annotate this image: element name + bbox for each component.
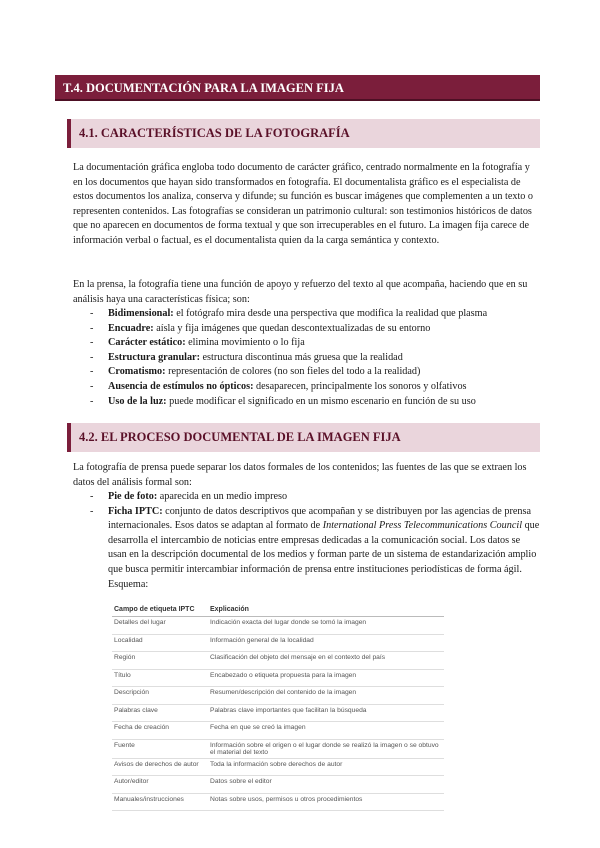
list-item: - Bidimensional: el fotógrafo mira desde una perspectiva que modifica la realidad que plasma	[90, 307, 540, 322]
iptc-table	[112, 604, 444, 811]
table-header: Campo de etiqueta IPTC	[112, 604, 208, 617]
list-item: - Pie de foto: aparecida en un medio impreso	[90, 490, 540, 505]
table-row: Descripción Resumen/descripción del contenido de la imagen	[112, 687, 444, 705]
table-row: Región Clasificación del objeto del mensaje en el contexto del país	[112, 652, 444, 670]
list-item: - Estructura granular: estructura discontinua más gruesa que la realidad	[90, 351, 540, 366]
list-item: - Uso de la luz: puede modificar el significado en un mismo escenario en función de su uso	[90, 395, 540, 410]
table-row: Autor/editor Datos sobre el editor	[112, 776, 444, 794]
list-item: - Ficha IPTC: conjunto de datos descriptivos que acompañan y se distribuyen por las agencias de prensa internacionales. Esos datos se adaptan al formato de International Press Telecommunications Council que desarrolla el intercambio de noticias entre empresas dedicadas a la comunicación social. Los datos se usan en la descripción documental de los medios y forman parte de un sistema de estandarización amplio que busca permitir intercambiar información de prensa entre instituciones periodísticas de forma ágil. Esquema:	[90, 505, 540, 593]
section2-paragraph-1: La fotografía de prensa puede separar los datos formales de los contenidos; las fuentes de las que se extraen los datos del análisis formal son:	[73, 462, 527, 488]
list-item: - Ausencia de estímulos no ópticos: desaparecen, principalmente los sonoros y olfativos	[90, 380, 540, 395]
section-heading-4-2: 4.2. EL PROCESO DOCUMENTAL DE LA IMAGEN FIJA	[67, 423, 540, 452]
list-item: - Encuadre: aísla y fija imágenes que quedan descontextualizadas de su entorno	[90, 322, 540, 337]
list-item: - Carácter estático: elimina movimiento o lo fija	[90, 336, 540, 351]
section1-paragraph-1: La documentación gráfica engloba todo documento de carácter gráfico, centrado normalmente en la fotografía y en los documentos que hayan sido transformados en fotografía. El documentalista gráfico es el especialista de estos documentos los analiza, conserva y difunde; su función es buscar imágenes que complementen a un texto o representen contenidos. Las fotografías se consideran un patrimonio cultural: son testimonios históricos de datos que no aparecen en documentos de forma textual y que son irrecuperables en el futuro. La imagen fija carece de información verbal o factual, es el documentalista quien da la carga semántica y contexto.	[73, 162, 534, 246]
table-row: Fuente Información sobre el origen o el lugar donde se realizó la imagen o se obtuvo el material del texto	[112, 739, 444, 758]
table-row: Manuales/instrucciones Notas sobre usos, permisos u otros procedimientos	[112, 793, 444, 811]
table-row: Avisos de derechos de autor Toda la información sobre derechos de autor	[112, 758, 444, 776]
table-row: Palabras clave Palabras clave importantes que facilitan la búsqueda	[112, 704, 444, 722]
table-row: Fecha de creación Fecha en que se creó la imagen	[112, 722, 444, 740]
section-heading-4-1: 4.1. CARACTERÍSTICAS DE LA FOTOGRAFÍA	[67, 119, 540, 148]
formal-sources-list	[90, 490, 540, 592]
section1-paragraph-2: En la prensa, la fotografía tiene una función de apoyo y refuerzo del texto al que acompaña, haciendo que en su análisis haya una características física; son:	[73, 279, 528, 305]
photo-characteristics-list	[90, 307, 540, 409]
list-item: - Cromatismo: representación de colores (no son fieles del todo a la realidad)	[90, 365, 540, 380]
table-header: Explicación	[208, 604, 444, 617]
table-row: Localidad Información general de la localidad	[112, 634, 444, 652]
main-heading: T.4. DOCUMENTACIÓN PARA LA IMAGEN FIJA	[55, 75, 540, 101]
table-row: Título Encabezado o etiqueta propuesta para la imagen	[112, 669, 444, 687]
table-row: Detalles del lugar Indicación exacta del lugar donde se tomó la imagen	[112, 617, 444, 635]
